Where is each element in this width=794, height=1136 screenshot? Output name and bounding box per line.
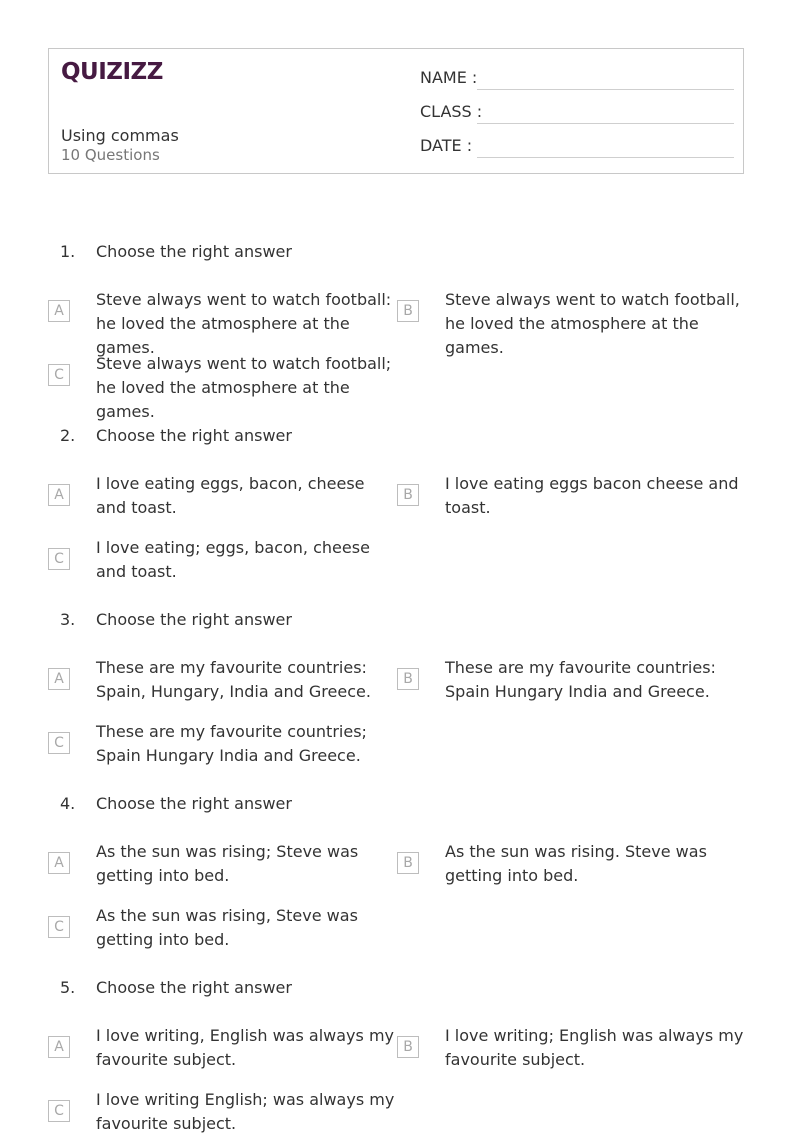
option-text-b: I love writing; English was always my favourite subject. [445, 1026, 744, 1069]
question-count: 10 Questions [61, 146, 160, 164]
option-box-a[interactable]: A [48, 1036, 70, 1058]
option-box-c[interactable]: C [48, 548, 70, 570]
question-prompt: Choose the right answer [96, 610, 292, 629]
option-text-b: As the sun was rising. Steve was getting into bed. [445, 842, 707, 885]
name-field[interactable] [420, 66, 734, 90]
option-text-c: I love writing English; was always my favourite subject. [96, 1090, 395, 1133]
question-prompt: Choose the right answer [96, 242, 292, 261]
date-label: DATE : [420, 136, 473, 155]
question-number: 4. [60, 794, 76, 813]
question-number: 5. [60, 978, 76, 997]
option-text-a: As the sun was rising; Steve was getting into bed. [96, 842, 359, 885]
worksheet-header [48, 48, 744, 174]
question-number: 1. [60, 242, 76, 261]
option-box-c[interactable]: C [48, 916, 70, 938]
option-text-c: As the sun was rising, Steve was getting into bed. [96, 906, 358, 949]
name-line[interactable] [477, 89, 734, 90]
class-field[interactable] [420, 100, 734, 124]
date-line[interactable] [477, 157, 734, 158]
option-box-c[interactable]: C [48, 732, 70, 754]
option-box-b[interactable]: B [397, 484, 419, 506]
option-box-b[interactable]: B [397, 1036, 419, 1058]
option-box-b[interactable]: B [397, 852, 419, 874]
option-text-c: I love eating; eggs, bacon, cheese and toast. [96, 538, 370, 581]
question-prompt: Choose the right answer [96, 794, 292, 813]
question-number: 2. [60, 426, 76, 445]
quizizz-logo: QUIZIZZ [61, 59, 163, 85]
option-text-b: I love eating eggs bacon cheese and toast. [445, 474, 739, 517]
option-text-c: These are my favourite countries; Spain Hungary India and Greece. [96, 722, 367, 765]
option-text-b: Steve always went to watch football, he loved the atmosphere at the games. [445, 290, 740, 357]
option-box-b[interactable]: B [397, 668, 419, 690]
option-box-c[interactable]: C [48, 364, 70, 386]
option-box-a[interactable]: A [48, 668, 70, 690]
worksheet-title: Using commas [61, 126, 179, 145]
date-field[interactable] [420, 134, 734, 158]
option-text-b: These are my favourite countries: Spain Hungary India and Greece. [445, 658, 716, 701]
option-text-a: Steve always went to watch football: he loved the atmosphere at the games. [96, 290, 392, 357]
option-text-a: These are my favourite countries: Spain, Hungary, India and Greece. [96, 658, 371, 701]
option-box-c[interactable]: C [48, 1100, 70, 1122]
option-box-a[interactable]: A [48, 852, 70, 874]
question-prompt: Choose the right answer [96, 978, 292, 997]
class-label: CLASS : [420, 102, 483, 121]
option-text-c: Steve always went to watch football; he loved the atmosphere at the games. [96, 354, 392, 421]
option-text-a: I love eating eggs, bacon, cheese and toast. [96, 474, 365, 517]
option-box-b[interactable]: B [397, 300, 419, 322]
option-box-a[interactable]: A [48, 300, 70, 322]
question-number: 3. [60, 610, 76, 629]
class-line[interactable] [477, 123, 734, 124]
option-text-a: I love writing, English was always my favourite subject. [96, 1026, 394, 1069]
question-prompt: Choose the right answer [96, 426, 292, 445]
option-box-a[interactable]: A [48, 484, 70, 506]
name-label: NAME : [420, 68, 478, 87]
